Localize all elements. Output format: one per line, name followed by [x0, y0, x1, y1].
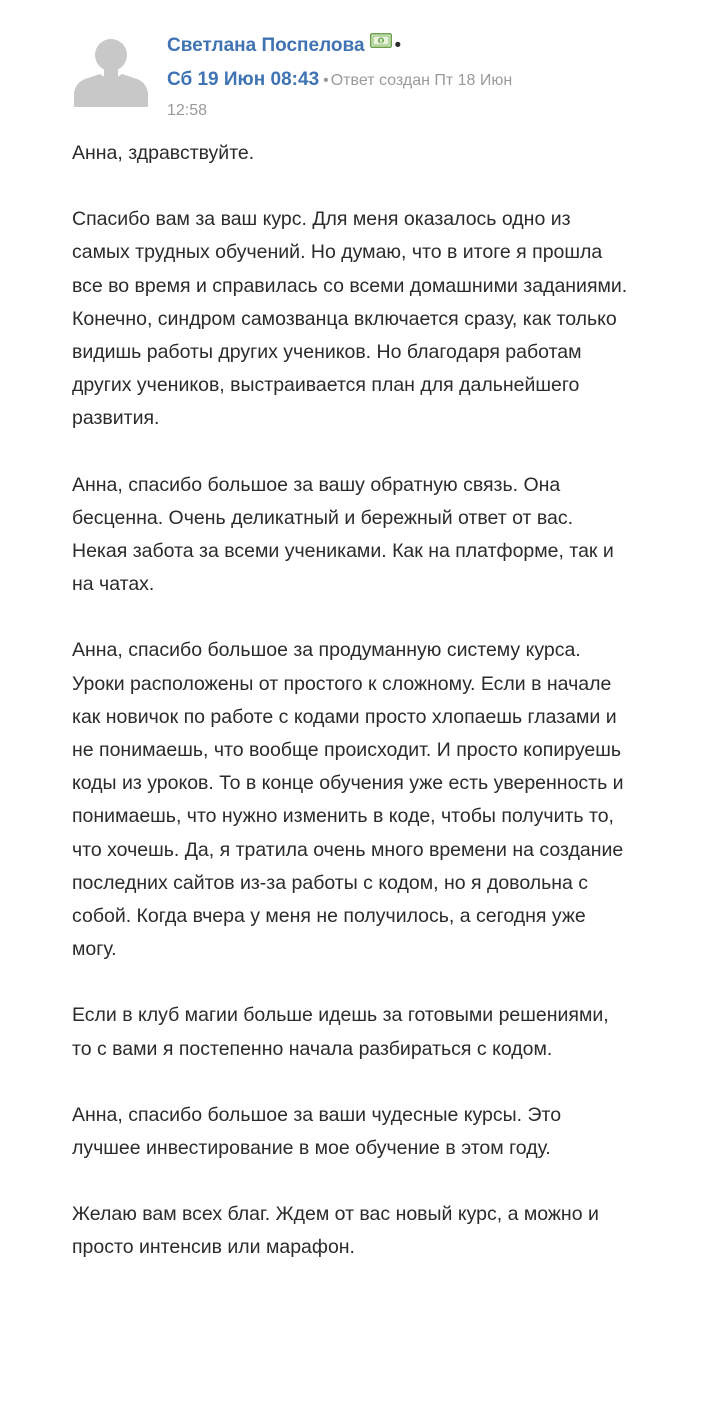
created-label: Ответ создан Пт 18 Июн — [330, 72, 513, 89]
comment-date-link[interactable]: Сб 19 Июн 08:43 — [167, 69, 320, 90]
comment-paragraph: Если в клуб магии больше идешь за готовыми решениями, то с вами я постепенно начала разбираться с кодом. — [72, 1004, 609, 1060]
comment-meta — [167, 32, 667, 127]
created-time: 12:58 — [167, 102, 208, 119]
comment-paragraph: Анна, спасибо большое за продуманную систему курса. Уроки расположены от простого к сложному. Если в начале как новичок по работе с кодами просто хлопаешь глазами и не понимаешь, что вообще происходит. И просто копируешь коды из уроков. То в конце обучения уже есть уверенность и понимаешь, что нужно изменить в коде, чтобы получить то, что хочешь. Да, я тратила очень много времени на создание последних сайтов из-за работы с кодом, но я довольна с собой. Когда вчера у меня не получилось, а сегодня уже могу. — [72, 639, 624, 961]
separator-dot: • — [394, 35, 402, 56]
avatar[interactable] — [74, 33, 148, 107]
svg-text:$: $ — [378, 38, 383, 45]
money-icon — [370, 30, 392, 58]
comment-paragraph: Желаю вам всех благ. Ждем от вас новый курс, а можно и просто интенсив или марафон. — [72, 1203, 599, 1259]
comment-paragraph: Анна, здравствуйте. — [72, 142, 255, 164]
user-placeholder-icon — [74, 33, 148, 107]
separator-dot: • — [323, 72, 329, 89]
comment-body — [72, 137, 632, 1298]
author-line — [167, 32, 667, 64]
author-name[interactable]: Светлана Поспелова — [167, 35, 365, 56]
comment-paragraph: Анна, спасибо большое за ваши чудесные курсы. Это лучшее инвестирование в мое обучение в этом году. — [72, 1103, 562, 1160]
comment-paragraph: Спасибо вам за ваш курс. Для меня оказалось одно из самых трудных обучений. Но думаю, что в итоге я прошла все во время и справилась со всеми домашними заданиями. Конечно, синдром самозванца включается сразу, как только видишь работы других учеников. Но благодаря работам других учеников, выстраивается план для дальнейшего развития. — [72, 208, 628, 430]
comment-paragraph: Анна, спасибо большое за вашу обратную связь. Она бесценна. Очень деликатный и бережный ответ от вас. Некая забота за всеми учениками. Как на платформе, так и на чатах. — [72, 473, 614, 596]
date-line — [167, 64, 667, 97]
